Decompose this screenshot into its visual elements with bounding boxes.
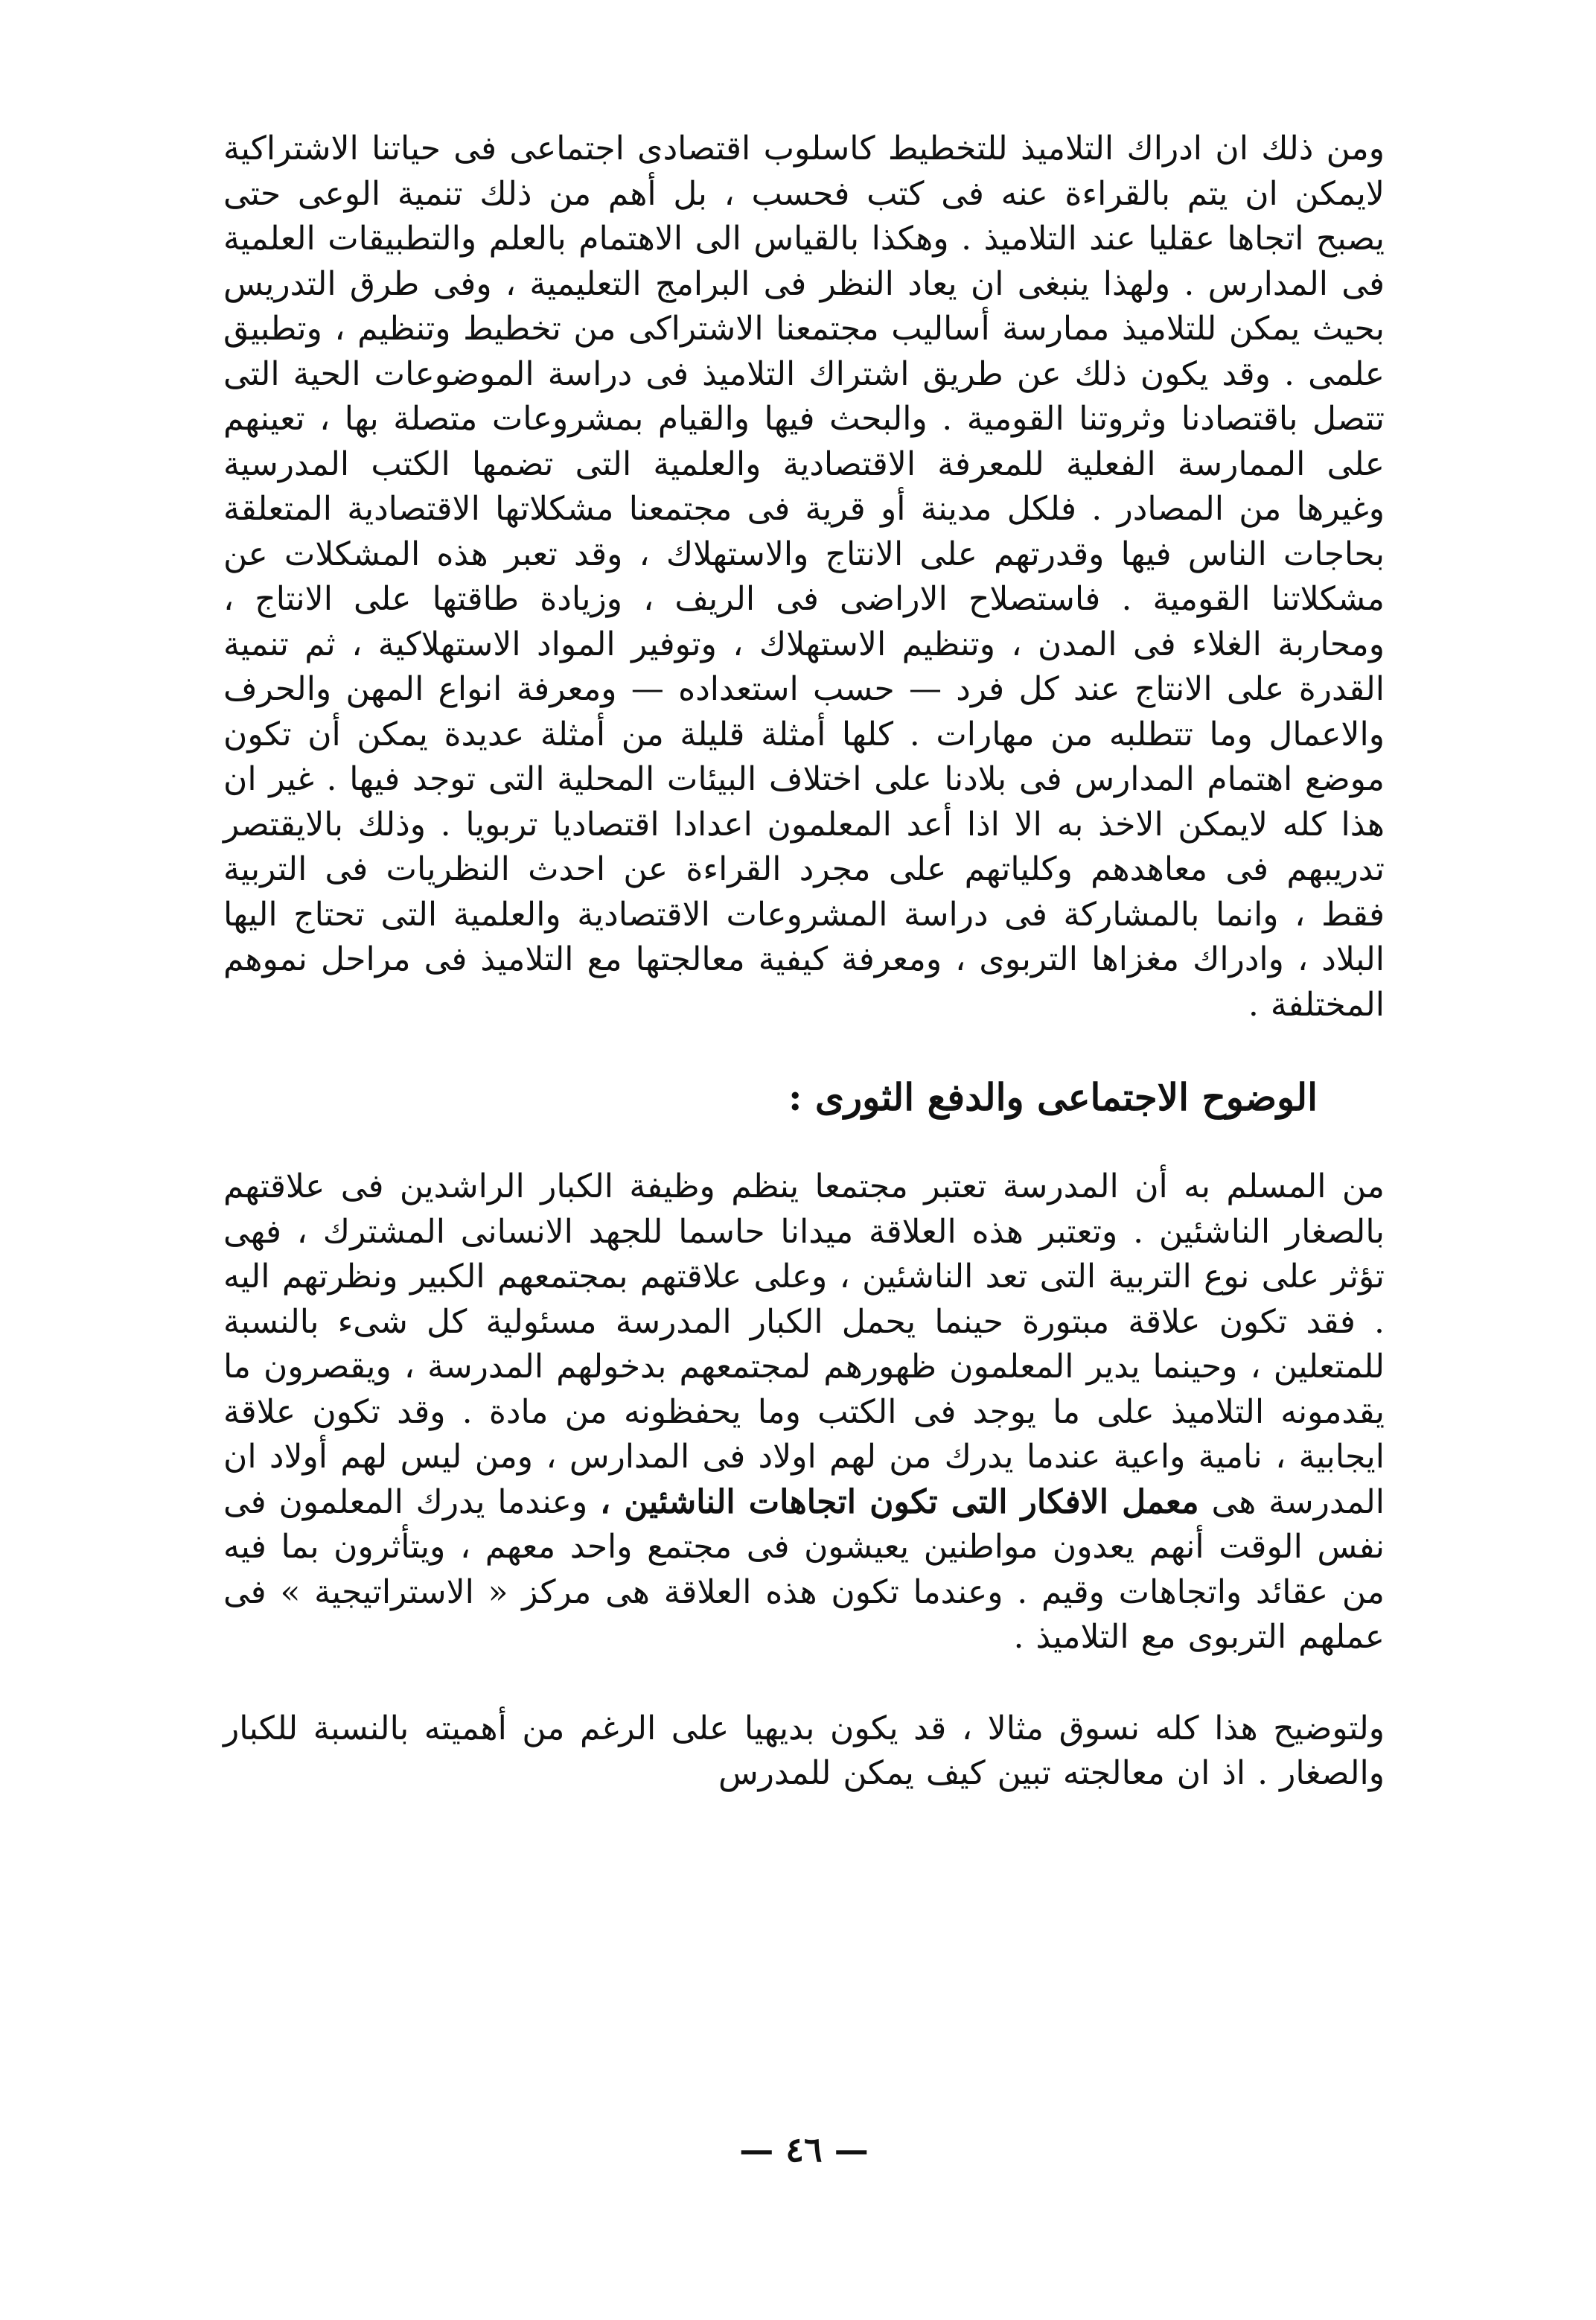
section-heading: الوضوح الاجتماعى والدفع الثورى : [788, 1075, 1318, 1119]
paragraph-example-intro: ولتوضيح هذا كله نسوق مثالا ، قد يكون بديهيا على الرغم من أهميته بالنسبة للكبار والصغار . اذ ان معالجته تبين كيف يمكن للمدرس [223, 1709, 1385, 1792]
paragraph-text-part: من المسلم به أن المدرسة تعتبر مجتمعا ينظم وظيفة الكبار الراشدين فى علاقتهم بالصغار الناشئين . وتعتبر هذه العلاقة ميدانا حاسما للجهد الانسانى المشترك ، فهى تؤثر على نوع التربية التى تعد الناشئين ، وعلى علاقتهم بمجتمعهم الكبير ونظرتهم اليه . فقد تكون علاقة مبتورة حينما يحمل الكبار المدرسة مسئولية كل شىء بالنسبة للمتعلين ، وحينما يدير المعلمون ظهورهم لمجتمعهم بدخولهم المدرسة ، ويقصرون ما يقدمونه التلاميذ على ما يوجد فى الكتب وما يحفظونه من مادة . وقد تكون علاقة ايجابية ، نامية واعية عندما يدرك من لهم اولاد فى المدارس ، ومن ليس لهم أولاد ان المدرسة هى [223, 1167, 1385, 1521]
page-number: — ٤٦ — [739, 2129, 869, 2170]
document-page [223, 127, 1385, 2256]
paragraph-school-community [223, 1164, 1385, 1660]
paragraph-economic-planning: ومن ذلك ان ادراك التلاميذ للتخطيط كاسلوب اقتصادى اجتماعى فى حياتنا الاشتراكية لايمكن ان يتم بالقراءة عنه فى كتب فحسب ، بل أهم من ذلك تنمية الوعى حتى يصبح اتجاها عقليا عند التلاميذ . وهكذا بالقياس الى الاهتمام بالعلم والتطبيقات العلمية فى المدارس . ولهذا ينبغى ان يعاد النظر فى البرامج التعليمية ، وفى طرق التدريس بحيث يمكن للتلاميذ ممارسة أساليب مجتمعنا الاشتراكى من تخطيط وتنظيم ، وتطبيق علمى . وقد يكون ذلك عن طريق اشتراك التلاميذ فى دراسة الموضوعات الحية التى تتصل باقتصادنا وثروتنا القومية . والبحث فيها والقيام بمشروعات متصلة بها ، تعينهم على الممارسة الفعلية للمعرفة الاقتصادية والعلمية التى تضمها الكتب المدرسية وغيرها من المصادر . فلكل مدينة أو قرية فى مجتمعنا مشكلاتها الاقتصادية المتعلقة بحاجات الناس فيها وقدرتهم على الانتاج والاستهلاك ، وقد تعبر هذه المشكلات عن مشكلاتنا القومية . فاستصلاح الاراضى فى الريف ، وزيادة طاقتها على الانتاج ، ومحاربة الغلاء فى المدن ، وتنظيم الاستهلاك ، وتوفير المواد الاستهلاكية ، ثم تنمية القدرة على الانتاج عند كل فرد — حسب استعداده — ومعرفة انواع المهن والحرف والاعمال وما تتطلبه من مهارات . كلها أمثلة قليلة من أمثلة عديدة يمكن أن تكون موضع اهتمام المدارس فى بلادنا على اختلاف البيئات المحلية التى توجد فيها . غير ان هذا كله لايمكن الاخذ به الا اذا أعد المعلمون اعدادا اقتصاديا تربويا . وذلك بالايقتصر تدريبهم فى معاهدهم وكلياتهم على مجرد القراءة عن احدث النظريات فى التربية فقط ، وانما بالمشاركة فى دراسة المشروعات الاقتصادية والعلمية التى تحتاج اليها البلاد ، وادراك مغزاها التربوى ، ومعرفة كيفية معالجتها مع التلاميذ فى مراحل نموهم المختلفة . [223, 130, 1385, 1024]
emphasized-phrase: معمل الافكار التى تكون اتجاهات الناشئين ، [600, 1482, 1199, 1521]
paragraph-text-part: وعندما يدرك المعلمون فى نفس الوقت أنهم يعدون مواطنين يعيشون فى مجتمع واحد معهم ، ويتأثرون بما فيه من عقائد واتجاهات وقيم . وعندما تكون هذه العلاقة هى مركز « الاستراتيجية » فى عملهم التربوى مع التلاميذ . [223, 1482, 1385, 1656]
